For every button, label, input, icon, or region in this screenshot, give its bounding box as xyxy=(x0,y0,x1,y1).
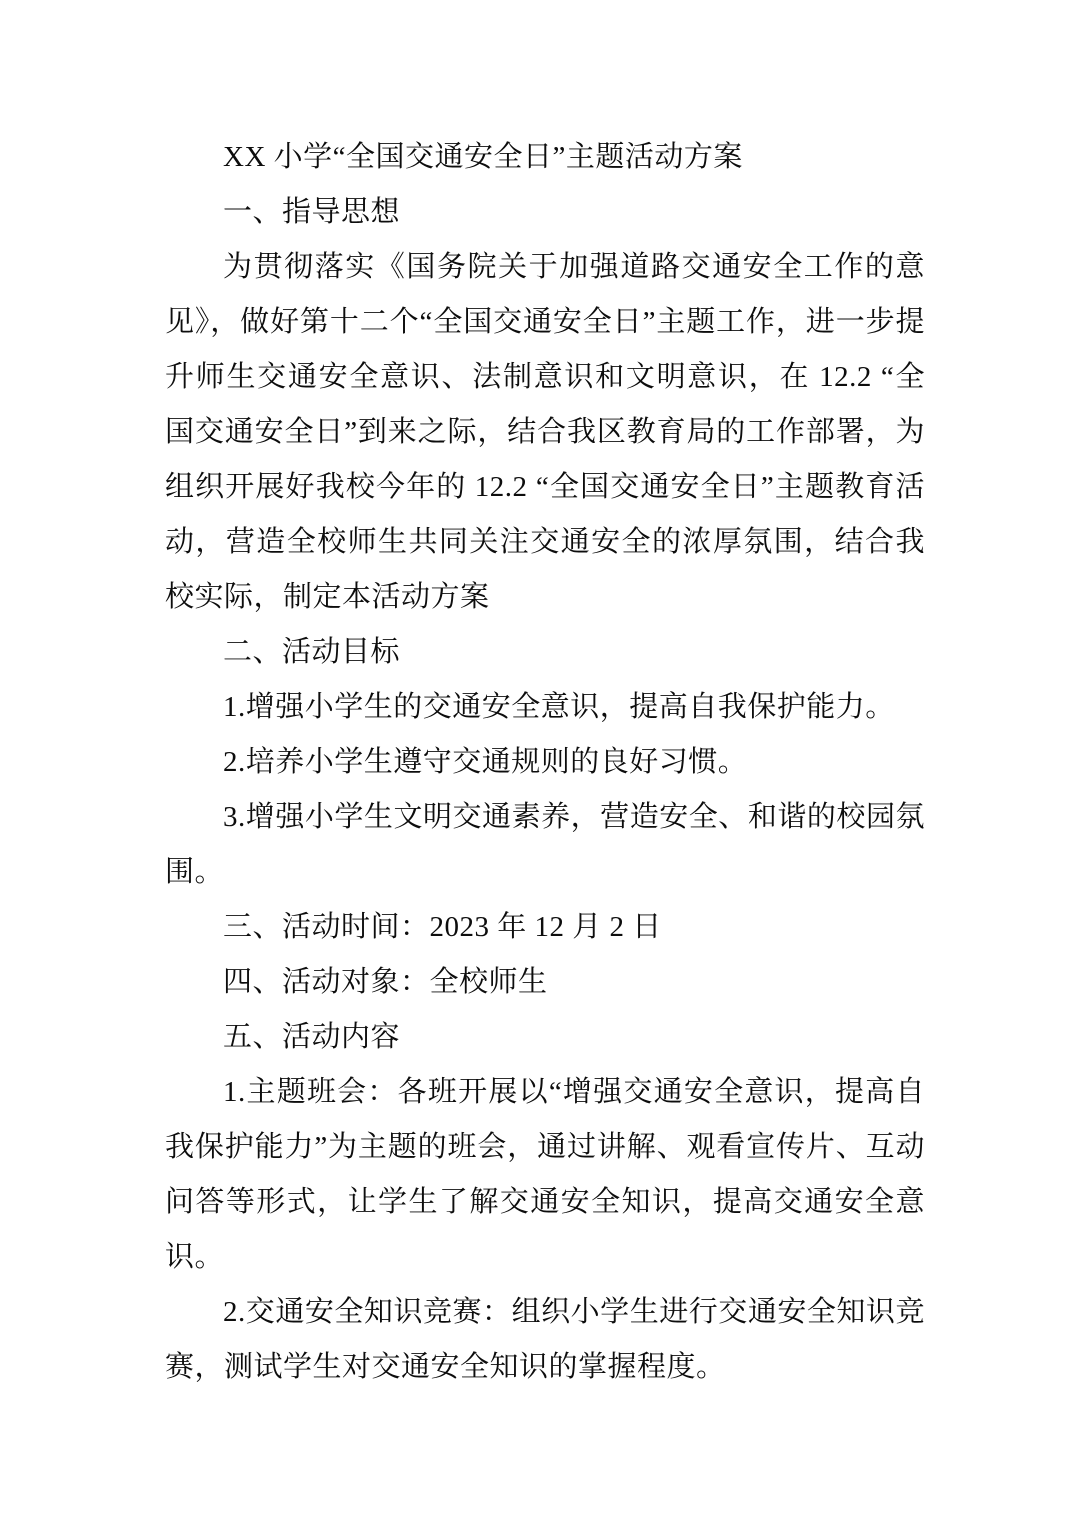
section-heading: 一、指导思想 xyxy=(223,196,401,228)
document-body xyxy=(165,130,925,1395)
section-heading: 二、活动目标 xyxy=(223,636,401,668)
paragraph: 2.培养小学生遵守交通规则的良好习惯。 xyxy=(223,746,748,778)
section-heading: 五、活动内容 xyxy=(223,1021,401,1053)
paragraph: 2.交通安全知识竞赛：组织小学生进行交通安全知识竞赛，测试学生对交通安全知识的掌握程度。 xyxy=(165,1296,925,1383)
paragraph: 1.主题班会：各班开展以“增强交通安全意识，提高自我保护能力”为主题的班会，通过讲解、观看宣传片、互动问答等形式，让学生了解交通安全知识，提高交通安全意识。 xyxy=(165,1076,925,1273)
document-title: XX 小学“全国交通安全日”主题活动方案 xyxy=(223,141,743,173)
paragraph: 1.增强小学生的交通安全意识，提高自我保护能力。 xyxy=(223,691,895,723)
paragraph: 3.增强小学生文明交通素养，营造安全、和谐的校园氛围。 xyxy=(165,801,925,888)
section-heading: 三、活动时间：2023 年 12 月 2 日 xyxy=(223,911,662,943)
paragraph: 为贯彻落实《国务院关于加强道路交通安全工作的意见》，做好第十二个“全国交通安全日”主题工作，进一步提升师生交通安全意识、法制意识和文明意识，在 12.2 “全国交通安全日”到来之际，结合我区教育局的工作部署，为组织开展好我校今年的 12.2 “全国交通安全日”主题教育活动，营造全校师生共同关注交通安全的浓厚氛围，结合我校实际，制定本活动方案 xyxy=(165,251,925,613)
section-heading: 四、活动对象：全校师生 xyxy=(223,966,548,998)
